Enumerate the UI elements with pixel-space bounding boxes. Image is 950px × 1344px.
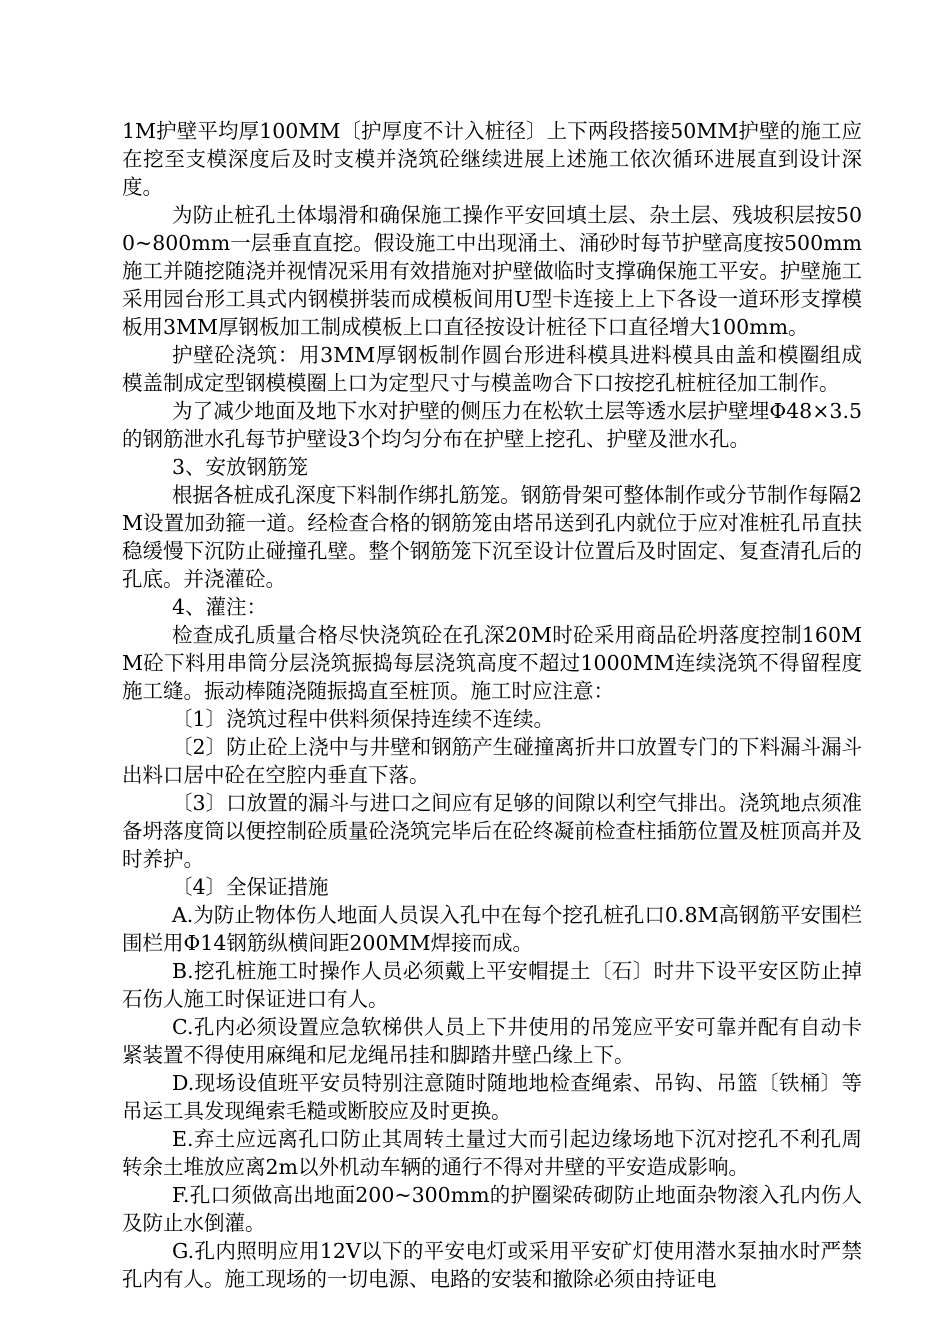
paragraph-1: 1M护壁平均厚100MM〔护厚度不计入桩径〕上下两段搭接50MM护壁的施工应在挖至支模深度后及时支模并浇筑砼继续进展上述施工依次循环进展直到设计深度。 — [122, 119, 862, 199]
list-item-2: 〔2〕防止砼上浇中与井壁和钢筋产生碰撞离折井口放置专门的下料漏斗漏斗出料口居中砼在空腔内垂直下落。 — [122, 735, 862, 787]
paragraph-4: 为了减少地面及地下水对护壁的侧压力在松软土层等透水层护壁埋Φ48×3.5的钢筋泄水孔每节护壁设3个均匀分布在护壁上挖孔、护壁及泄水孔。 — [122, 399, 862, 451]
list-item-1: 〔1〕浇筑过程中供料须保持连续不连续。 — [172, 707, 555, 731]
list-item-4: 〔4〕全保证措施 — [172, 875, 329, 899]
paragraph-3: 护壁砼浇筑：用3MM厚钢板制作圆台形进科模具进料模具由盖和模圈组成模盖制成定型钢模模圈上口为定型尺寸与模盖吻合下口按挖孔桩桩径加工制作。 — [122, 343, 862, 395]
paragraph-6: 检查成孔质量合格尽快浇筑砼在孔深20M时砼采用商品砼坍落度控制160MM砼下料用串筒分层浇筑振捣每层浇筑高度不超过1000MM连续浇筑不得留程度施工缝。振动棒随浇随振捣直至桩顶。施工时应注意： — [122, 623, 862, 703]
measure-g: G.孔内照明应用12V以下的平安电灯或采用平安矿灯使用潜水泵抽水时严禁孔内有人。施工现场的一切电源、电路的安装和撤除必须由持证电 — [122, 1239, 862, 1291]
section-heading-4: 4、灌注： — [172, 595, 268, 619]
list-item-3: 〔3〕口放置的漏斗与进口之间应有足够的间隙以利空气排出。浇筑地点须准备坍落度筒以便控制砼质量砼浇筑完毕后在砼终凝前检查柱插筋位置及桩顶高并及时养护。 — [122, 791, 862, 871]
measure-d: D.现场设值班平安员特别注意随时随地地检查绳索、吊钩、吊篮〔铁桶〕等吊运工具发现绳索毛糙或断胶应及时更换。 — [122, 1071, 862, 1123]
measure-b: B.挖孔桩施工时操作人员必须戴上平安帽提土〔石〕时井下设平安区防止掉石伤人施工时保证进口有人。 — [122, 959, 862, 1011]
section-heading-3: 3、安放钢筋笼 — [172, 455, 309, 479]
measure-f: F.孔口须做高出地面200~300mm的护圈梁砖砌防止地面杂物滚入孔内伤人及防止水倒灌。 — [122, 1183, 862, 1235]
document-page — [122, 117, 862, 1293]
measure-e: E.弃土应远离孔口防止其周转土量过大而引起边缘场地下沉对挖孔不利孔周转余土堆放应离2m以外机动车辆的通行不得对井壁的平安造成影响。 — [122, 1127, 862, 1179]
paragraph-2: 为防止桩孔土体塌滑和确保施工操作平安回填土层、杂土层、残坡积层按500~800mm一层垂直直挖。假设施工中出现涌土、涌砂时每节护壁高度按500mm施工并随挖随浇并视情况采用有效措施对护壁做临时支撑确保施工平安。护壁施工采用园台形工具式内钢模拼装而成模板间用U型卡连接上上下各设一道环形支撑模板用3MM厚钢板加工制成模板上口直径按设计桩径下口直径增大100mm。 — [122, 203, 862, 339]
measure-c: C.孔内必须设置应急软梯供人员上下井使用的吊笼应平安可靠并配有自动卡紧装置不得使用麻绳和尼龙绳吊挂和脚踏井壁凸缘上下。 — [122, 1015, 862, 1067]
measure-a: A.为防止物体伤人地面人员误入孔中在每个挖孔桩孔口0.8M高钢筋平安围栏围栏用Φ14钢筋纵横间距200MM焊接而成。 — [122, 903, 862, 955]
paragraph-5: 根据各桩成孔深度下料制作绑扎筋笼。钢筋骨架可整体制作或分节制作每隔2M设置加劲箍一道。经检查合格的钢筋笼由塔吊送到孔内就位于应对准桩孔吊直扶稳缓慢下沉防止碰撞孔壁。整个钢筋笼下沉至设计位置后及时固定、复查清孔后的孔底。并浇灌砼。 — [122, 483, 862, 591]
